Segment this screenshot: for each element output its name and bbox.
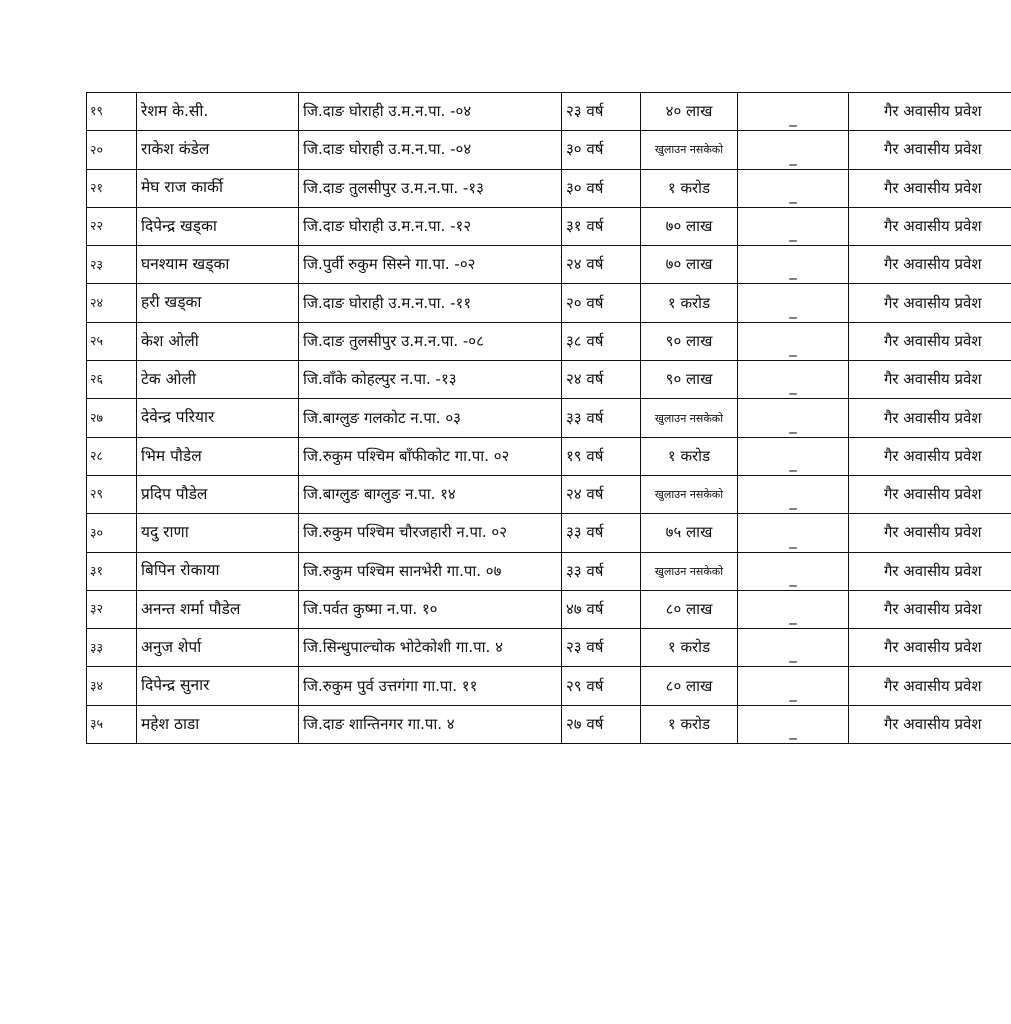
amount-cell: ९० लाख xyxy=(641,322,738,360)
amount-cell: ९० लाख xyxy=(641,361,738,399)
amount-cell: १ करोड xyxy=(641,169,738,207)
status-cell: गैर अवासीय प्रवेश xyxy=(849,552,1011,590)
address-cell: जि.दाङ तुलसीपुर उ.म.न.पा. -१३ xyxy=(299,169,562,207)
serial-number-cell: ३१ xyxy=(87,552,137,590)
name-cell: केश ओली xyxy=(137,322,299,360)
name-cell: अनुज शेर्पा xyxy=(137,629,299,667)
serial-number-cell: २५ xyxy=(87,322,137,360)
blank-dash-cell: _ xyxy=(738,93,849,131)
serial-number-cell: ३३ xyxy=(87,629,137,667)
blank-dash-cell: _ xyxy=(738,284,849,322)
name-cell: घनश्याम खड्का xyxy=(137,246,299,284)
table-row xyxy=(87,246,1011,284)
document-sheet xyxy=(86,92,1011,744)
address-cell: जि.दाङ शान्तिनगर गा.पा. ४ xyxy=(299,705,562,743)
address-cell: जि.रुकुम पश्चिम बाँफीकोट गा.पा. ०२ xyxy=(299,437,562,475)
age-cell: २७ वर्ष xyxy=(562,705,641,743)
address-cell: जि.पर्वत कुष्मा न.पा. १० xyxy=(299,590,562,628)
amount-cell: १ करोड xyxy=(641,705,738,743)
amount-cell: ७० लाख xyxy=(641,207,738,245)
serial-number-cell: २२ xyxy=(87,207,137,245)
serial-number-cell: २० xyxy=(87,131,137,169)
age-cell: ३० वर्ष xyxy=(562,169,641,207)
table-row xyxy=(87,629,1011,667)
amount-cell: ८० लाख xyxy=(641,590,738,628)
name-cell: महेश ठाडा xyxy=(137,705,299,743)
age-cell: ३१ वर्ष xyxy=(562,207,641,245)
blank-dash-cell: _ xyxy=(738,322,849,360)
table-row xyxy=(87,437,1011,475)
serial-number-cell: ३५ xyxy=(87,705,137,743)
age-cell: १९ वर्ष xyxy=(562,437,641,475)
amount-cell: खुलाउन नसकेको xyxy=(641,399,738,437)
name-cell: यदु राणा xyxy=(137,514,299,552)
table-row xyxy=(87,361,1011,399)
serial-number-cell: २७ xyxy=(87,399,137,437)
blank-dash-cell: _ xyxy=(738,437,849,475)
status-cell: गैर अवासीय प्रवेश xyxy=(849,361,1011,399)
serial-number-cell: २३ xyxy=(87,246,137,284)
age-cell: २९ वर्ष xyxy=(562,667,641,705)
amount-cell: खुलाउन नसकेको xyxy=(641,475,738,513)
address-cell: जि.दाङ घोराही उ.म.न.पा. -१२ xyxy=(299,207,562,245)
table-row xyxy=(87,322,1011,360)
age-cell: ३३ वर्ष xyxy=(562,514,641,552)
name-cell: हरी खड्का xyxy=(137,284,299,322)
age-cell: २० वर्ष xyxy=(562,284,641,322)
records-table-body xyxy=(87,93,1011,744)
blank-dash-cell: _ xyxy=(738,207,849,245)
status-cell: गैर अवासीय प्रवेश xyxy=(849,629,1011,667)
address-cell: जि.दाङ तुलसीपुर उ.म.न.पा. -०८ xyxy=(299,322,562,360)
blank-dash-cell: _ xyxy=(738,590,849,628)
age-cell: ३३ वर्ष xyxy=(562,399,641,437)
address-cell: जि.दाङ घोराही उ.म.न.पा. -०४ xyxy=(299,93,562,131)
name-cell: अनन्त शर्मा पौडेल xyxy=(137,590,299,628)
serial-number-cell: २९ xyxy=(87,475,137,513)
address-cell: जि.दाङ घोराही उ.म.न.पा. -०४ xyxy=(299,131,562,169)
name-cell: बिपिन रोकाया xyxy=(137,552,299,590)
name-cell: देवेन्द्र परियार xyxy=(137,399,299,437)
table-row xyxy=(87,399,1011,437)
blank-dash-cell: _ xyxy=(738,169,849,207)
table-row xyxy=(87,514,1011,552)
amount-cell: १ करोड xyxy=(641,284,738,322)
blank-dash-cell: _ xyxy=(738,552,849,590)
address-cell: जि.सिन्धुपाल्चोक भोटेकोशी गा.पा. ४ xyxy=(299,629,562,667)
table-row xyxy=(87,284,1011,322)
amount-cell: ४० लाख xyxy=(641,93,738,131)
table-row xyxy=(87,207,1011,245)
age-cell: ३० वर्ष xyxy=(562,131,641,169)
table-row xyxy=(87,475,1011,513)
status-cell: गैर अवासीय प्रवेश xyxy=(849,475,1011,513)
serial-number-cell: ३० xyxy=(87,514,137,552)
address-cell: जि.रुकुम पुर्व उत्तगंगा गा.पा. ११ xyxy=(299,667,562,705)
age-cell: ३३ वर्ष xyxy=(562,552,641,590)
blank-dash-cell: _ xyxy=(738,131,849,169)
serial-number-cell: २१ xyxy=(87,169,137,207)
address-cell: जि.बाग्लुङ बाग्लुङ न.पा. १४ xyxy=(299,475,562,513)
age-cell: ३८ वर्ष xyxy=(562,322,641,360)
blank-dash-cell: _ xyxy=(738,399,849,437)
status-cell: गैर अवासीय प्रवेश xyxy=(849,207,1011,245)
amount-cell: ७० लाख xyxy=(641,246,738,284)
status-cell: गैर अवासीय प्रवेश xyxy=(849,667,1011,705)
blank-dash-cell: _ xyxy=(738,705,849,743)
name-cell: दिपेन्द्र खड्का xyxy=(137,207,299,245)
blank-dash-cell: _ xyxy=(738,514,849,552)
status-cell: गैर अवासीय प्रवेश xyxy=(849,284,1011,322)
status-cell: गैर अवासीय प्रवेश xyxy=(849,705,1011,743)
serial-number-cell: २८ xyxy=(87,437,137,475)
blank-dash-cell: _ xyxy=(738,475,849,513)
status-cell: गैर अवासीय प्रवेश xyxy=(849,322,1011,360)
status-cell: गैर अवासीय प्रवेश xyxy=(849,93,1011,131)
name-cell: प्रदिप पौडेल xyxy=(137,475,299,513)
table-row xyxy=(87,131,1011,169)
status-cell: गैर अवासीय प्रवेश xyxy=(849,399,1011,437)
table-row xyxy=(87,667,1011,705)
amount-cell: ७५ लाख xyxy=(641,514,738,552)
amount-cell: खुलाउन नसकेको xyxy=(641,552,738,590)
name-cell: दिपेन्द्र सुनार xyxy=(137,667,299,705)
name-cell: रेशम के.सी. xyxy=(137,93,299,131)
status-cell: गैर अवासीय प्रवेश xyxy=(849,169,1011,207)
serial-number-cell: ३२ xyxy=(87,590,137,628)
table-row xyxy=(87,590,1011,628)
age-cell: २३ वर्ष xyxy=(562,629,641,667)
status-cell: गैर अवासीय प्रवेश xyxy=(849,437,1011,475)
amount-cell: १ करोड xyxy=(641,629,738,667)
address-cell: जि.दाङ घोराही उ.म.न.पा. -११ xyxy=(299,284,562,322)
blank-dash-cell: _ xyxy=(738,361,849,399)
name-cell: भिम पौडेल xyxy=(137,437,299,475)
age-cell: २४ वर्ष xyxy=(562,475,641,513)
status-cell: गैर अवासीय प्रवेश xyxy=(849,246,1011,284)
name-cell: राकेश कंडेल xyxy=(137,131,299,169)
table-row xyxy=(87,93,1011,131)
table-row xyxy=(87,169,1011,207)
table-row xyxy=(87,705,1011,743)
name-cell: टेक ओली xyxy=(137,361,299,399)
blank-dash-cell: _ xyxy=(738,629,849,667)
status-cell: गैर अवासीय प्रवेश xyxy=(849,131,1011,169)
age-cell: २३ वर्ष xyxy=(562,93,641,131)
records-table xyxy=(86,92,1011,744)
age-cell: २४ वर्ष xyxy=(562,246,641,284)
address-cell: जि.बाग्लुङ गलकोट न.पा. ०३ xyxy=(299,399,562,437)
name-cell: मेघ राज कार्की xyxy=(137,169,299,207)
age-cell: ४७ वर्ष xyxy=(562,590,641,628)
blank-dash-cell: _ xyxy=(738,246,849,284)
age-cell: २४ वर्ष xyxy=(562,361,641,399)
status-cell: गैर अवासीय प्रवेश xyxy=(849,514,1011,552)
table-row xyxy=(87,552,1011,590)
amount-cell: १ करोड xyxy=(641,437,738,475)
address-cell: जि.रुकुम पश्चिम सानभेरी गा.पा. ०७ xyxy=(299,552,562,590)
address-cell: जि.वाँके कोहल्पुर न.पा. -१३ xyxy=(299,361,562,399)
blank-dash-cell: _ xyxy=(738,667,849,705)
serial-number-cell: २४ xyxy=(87,284,137,322)
address-cell: जि.पुर्वी रुकुम सिस्ने गा.पा. -०२ xyxy=(299,246,562,284)
address-cell: जि.रुकुम पश्चिम चौरजहारी न.पा. ०२ xyxy=(299,514,562,552)
serial-number-cell: १९ xyxy=(87,93,137,131)
serial-number-cell: ३४ xyxy=(87,667,137,705)
amount-cell: खुलाउन नसकेको xyxy=(641,131,738,169)
serial-number-cell: २६ xyxy=(87,361,137,399)
status-cell: गैर अवासीय प्रवेश xyxy=(849,590,1011,628)
amount-cell: ८० लाख xyxy=(641,667,738,705)
